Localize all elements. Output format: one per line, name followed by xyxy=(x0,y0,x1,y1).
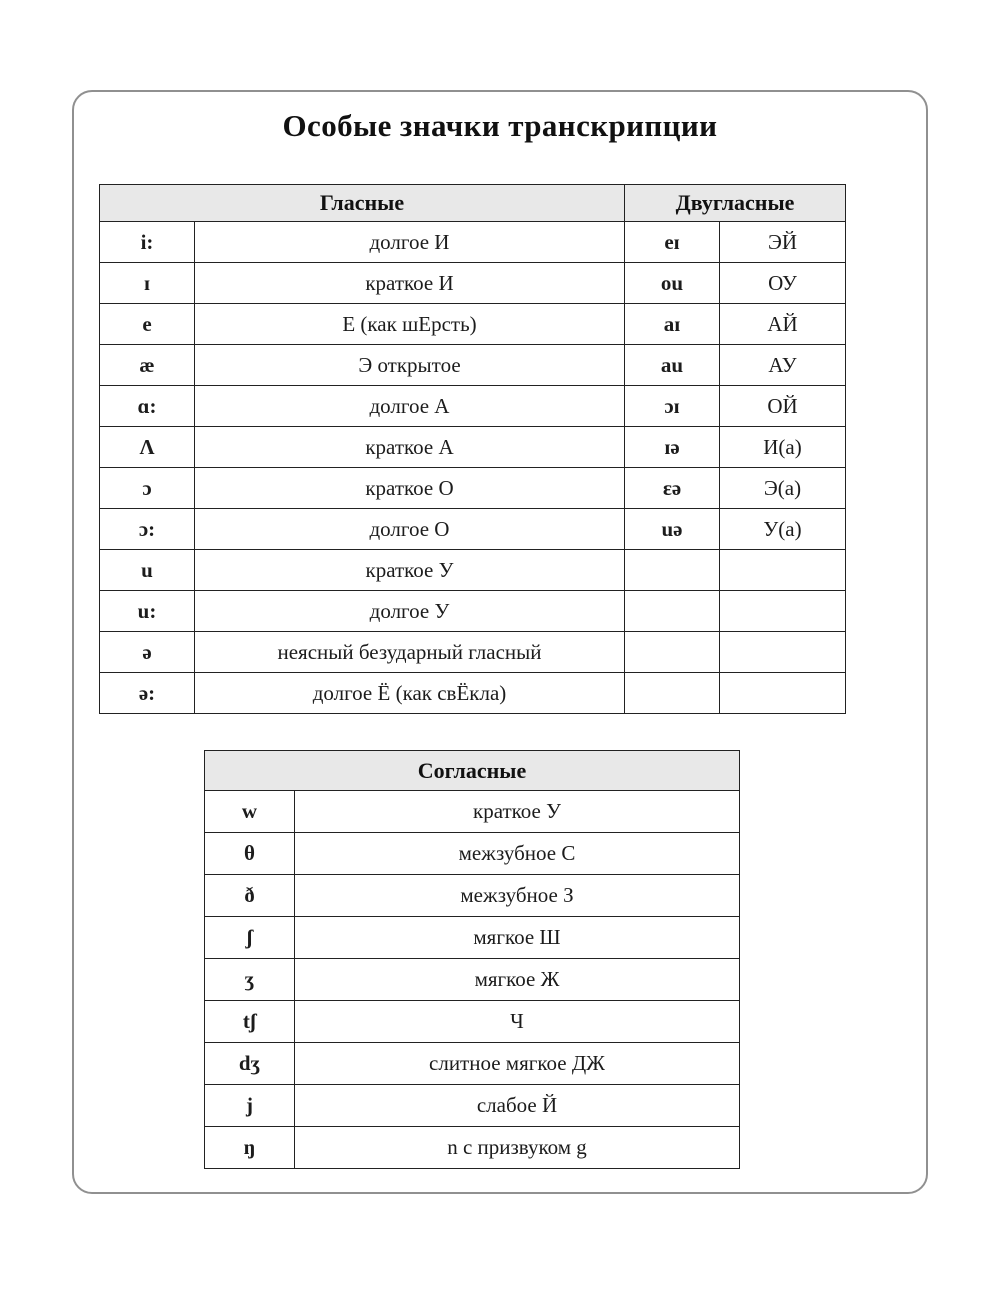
vowel-description: краткое У xyxy=(195,550,625,591)
consonant-description: слабое Й xyxy=(295,1085,740,1127)
diphthong-description xyxy=(720,632,846,673)
vowel-symbol: e xyxy=(100,304,195,345)
table-row xyxy=(205,833,740,875)
table-row xyxy=(100,550,846,591)
diphthong-description: ОЙ xyxy=(720,386,846,427)
diphthong-symbol xyxy=(625,632,720,673)
consonant-description: слитное мягкое ДЖ xyxy=(295,1043,740,1085)
table-row xyxy=(100,427,846,468)
consonants-table xyxy=(204,750,740,1169)
vowel-symbol: ə xyxy=(100,632,195,673)
vowel-symbol: ɪ xyxy=(100,263,195,304)
page-title: Особые значки транскрипции xyxy=(282,108,718,143)
page-card xyxy=(72,90,928,1194)
vowel-symbol: Λ xyxy=(100,427,195,468)
vowel-symbol: ɔ: xyxy=(100,509,195,550)
table-row xyxy=(100,386,846,427)
diphthong-description xyxy=(720,591,846,632)
diphthong-symbol: ɪə xyxy=(625,427,720,468)
consonant-description: мягкое Ш xyxy=(295,917,740,959)
consonant-description: Ч xyxy=(295,1001,740,1043)
table-row xyxy=(205,917,740,959)
diphthong-symbol: ou xyxy=(625,263,720,304)
diphthong-symbol xyxy=(625,673,720,714)
table-row xyxy=(100,673,846,714)
consonant-symbol: j xyxy=(205,1085,295,1127)
diphthong-description: ОУ xyxy=(720,263,846,304)
vowel-symbol: i: xyxy=(100,222,195,263)
vowel-symbol: ə: xyxy=(100,673,195,714)
vowel-description: краткое И xyxy=(195,263,625,304)
consonants-header: Согласные xyxy=(205,751,740,791)
table-row xyxy=(100,632,846,673)
diphthong-symbol xyxy=(625,550,720,591)
diphthong-symbol: ɛə xyxy=(625,468,720,509)
vowels-header: Гласные xyxy=(100,185,625,222)
consonant-description: краткое У xyxy=(295,791,740,833)
table-header-row xyxy=(205,751,740,791)
consonant-symbol: tʃ xyxy=(205,1001,295,1043)
consonant-symbol: ŋ xyxy=(205,1127,295,1169)
table-row xyxy=(100,304,846,345)
diphthong-description: ЭЙ xyxy=(720,222,846,263)
table-row xyxy=(205,791,740,833)
vowel-symbol: ɑ: xyxy=(100,386,195,427)
diphthong-symbol: au xyxy=(625,345,720,386)
vowel-description: долгое У xyxy=(195,591,625,632)
vowel-symbol: æ xyxy=(100,345,195,386)
vowel-description: долгое О xyxy=(195,509,625,550)
diphthong-description: Э(а) xyxy=(720,468,846,509)
consonant-symbol: w xyxy=(205,791,295,833)
vowel-description: Е (как шЕрсть) xyxy=(195,304,625,345)
consonant-symbol: ʃ xyxy=(205,917,295,959)
diphthong-description xyxy=(720,550,846,591)
vowels-diphthongs-table xyxy=(99,184,846,714)
diphthong-symbol: eɪ xyxy=(625,222,720,263)
diphthong-description: АЙ xyxy=(720,304,846,345)
vowel-description: краткое А xyxy=(195,427,625,468)
table-row xyxy=(100,468,846,509)
vowels-table-body xyxy=(100,222,846,714)
table-row xyxy=(100,345,846,386)
consonants-table-body xyxy=(205,791,740,1169)
consonant-description: межзубное С xyxy=(295,833,740,875)
diphthong-description xyxy=(720,673,846,714)
table-row xyxy=(205,1001,740,1043)
vowel-symbol: u: xyxy=(100,591,195,632)
table-row xyxy=(100,222,846,263)
diphthong-description: И(а) xyxy=(720,427,846,468)
consonant-description: межзубное З xyxy=(295,875,740,917)
vowel-description: долгое И xyxy=(195,222,625,263)
consonant-symbol: ʒ xyxy=(205,959,295,1001)
diphthongs-header: Двугласные xyxy=(625,185,846,222)
table-row xyxy=(100,263,846,304)
diphthong-description: АУ xyxy=(720,345,846,386)
vowel-description: неясный безударный гласный xyxy=(195,632,625,673)
consonant-symbol: ð xyxy=(205,875,295,917)
consonant-symbol: θ xyxy=(205,833,295,875)
table-row xyxy=(205,875,740,917)
vowel-symbol: ɔ xyxy=(100,468,195,509)
table-row xyxy=(205,959,740,1001)
vowel-description: долгое Ё (как свЁкла) xyxy=(195,673,625,714)
diphthong-symbol: uə xyxy=(625,509,720,550)
diphthong-symbol: aɪ xyxy=(625,304,720,345)
vowel-description: долгое А xyxy=(195,386,625,427)
diphthong-symbol xyxy=(625,591,720,632)
consonant-symbol: dʒ xyxy=(205,1043,295,1085)
diphthong-description: У(а) xyxy=(720,509,846,550)
table-row xyxy=(100,591,846,632)
table-header-row xyxy=(100,185,846,222)
table-row xyxy=(205,1085,740,1127)
diphthong-symbol: ɔɪ xyxy=(625,386,720,427)
table-row xyxy=(100,509,846,550)
consonant-description: мягкое Ж xyxy=(295,959,740,1001)
table-row xyxy=(205,1127,740,1169)
consonant-description: n с призвуком g xyxy=(295,1127,740,1169)
vowel-description: Э открытое xyxy=(195,345,625,386)
vowel-symbol: u xyxy=(100,550,195,591)
table-row xyxy=(205,1043,740,1085)
vowel-description: краткое О xyxy=(195,468,625,509)
